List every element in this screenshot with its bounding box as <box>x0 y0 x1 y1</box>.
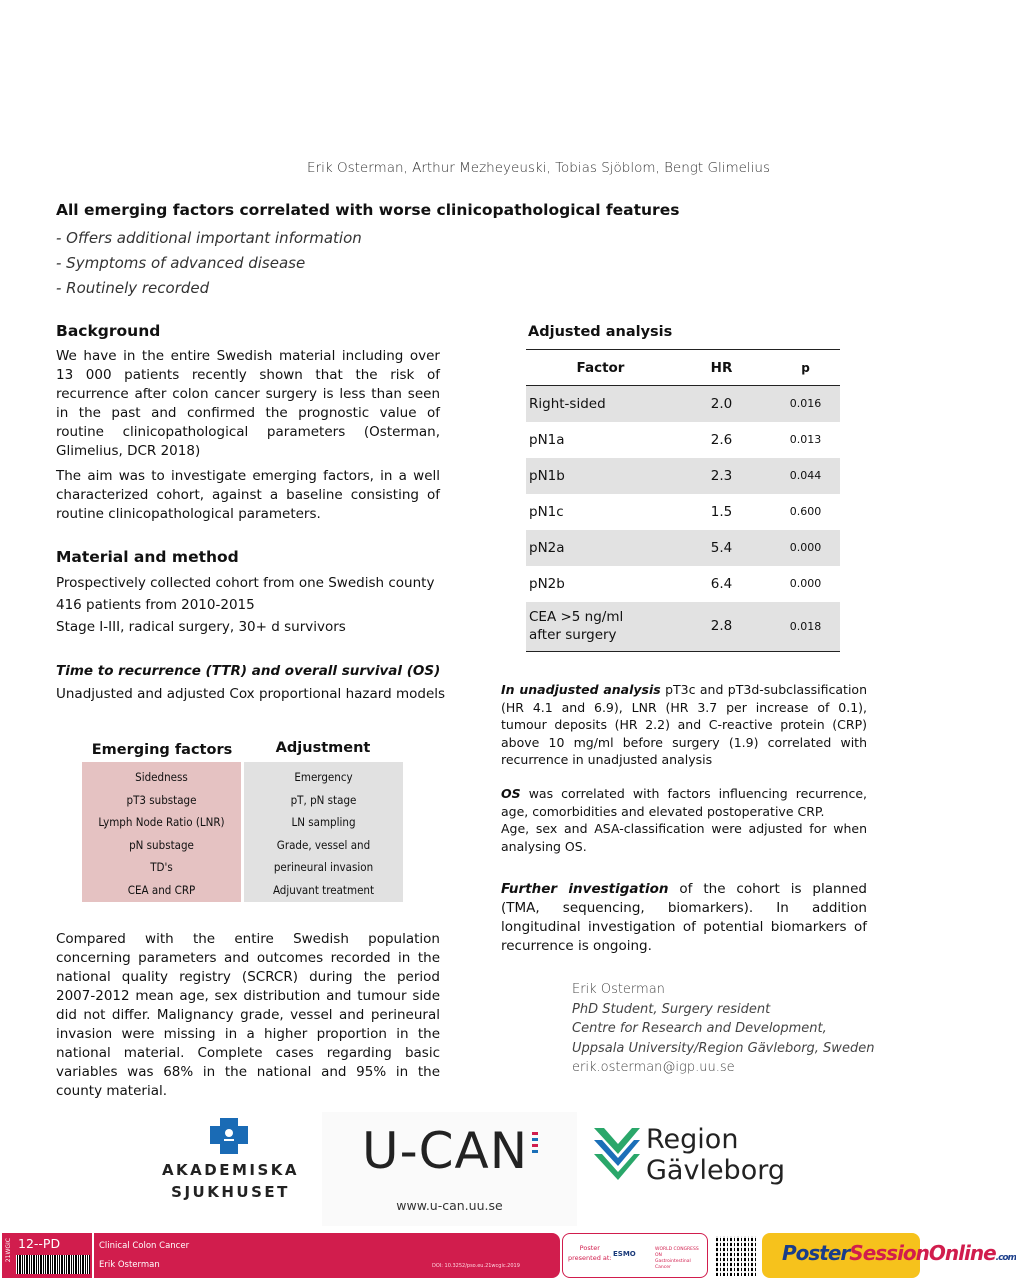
pso-word-3: .com <box>995 1253 1016 1263</box>
adjustment-item: Grade, vessel and <box>276 837 371 852</box>
ttr-os-subhead: Time to recurrence (TTR) and overall survival (OS) <box>56 663 441 679</box>
qr-code-icon[interactable] <box>716 1236 756 1276</box>
footer-vertical-code: 21WGIC <box>5 1238 12 1263</box>
header-hr: HR <box>672 350 771 386</box>
comparison-paragraph: Compared with the entire Swedish population concerning parameters and outcomes recorded in the national quality registry (SCRCR) during the period 2007-2012 mean age, sex distribution and tumour side did not differ. Malignancy grade, vessel and perineural invasion were missing in a higher proportion in the national material. Complete cases regarding basic variables was 68% in the national and 95% in the county material. <box>56 931 440 1099</box>
unadjusted-paragraph <box>501 681 867 769</box>
p-cell: 0.600 <box>789 505 822 518</box>
cox-models-text: Unadjusted and adjusted Cox proportional hazard models <box>56 686 446 702</box>
table-row <box>526 602 840 652</box>
factor-cell: pN2a <box>526 530 672 566</box>
table-row <box>526 458 840 494</box>
further-lead: Further investigation <box>501 881 669 897</box>
emerging-factors-box <box>82 762 241 902</box>
adjusted-analysis-table <box>526 349 840 652</box>
region-text <box>646 1124 785 1186</box>
factor-line: after surgery <box>529 627 617 644</box>
os-lead: OS <box>501 786 521 801</box>
poster-code: 12--PD <box>18 1236 61 1251</box>
region-gavleborg-logo <box>594 1124 794 1188</box>
contact-org-1: Centre for Research and Development, <box>572 1021 827 1036</box>
ucan-logo <box>322 1112 577 1226</box>
factor-cell: pN1c <box>529 503 564 520</box>
os-paragraph <box>501 785 867 820</box>
poster-session-online-logo[interactable] <box>762 1233 1016 1278</box>
p-cell: 0.018 <box>771 602 840 652</box>
adjustment-item: perineural invasion <box>273 860 374 874</box>
footer-doi: DOI: 10.3252/pso.eu.21wcgic.2019 <box>432 1263 520 1269</box>
factor-cell: pN1b <box>526 458 672 494</box>
pso-word-2: SessionOnline <box>849 1241 996 1265</box>
factor-line: CEA >5 ng/ml <box>529 609 624 626</box>
table-row <box>526 386 840 422</box>
table-row <box>526 566 840 602</box>
p-cell: 0.044 <box>771 458 840 494</box>
header-factor: Factor <box>526 350 672 386</box>
bullet-item: - Routinely recorded <box>56 279 210 297</box>
region-line-1: Region <box>646 1124 739 1155</box>
contact-role: PhD Student, Surgery resident <box>572 1001 771 1017</box>
contact-block <box>572 980 874 1078</box>
os-adjusted-paragraph: Age, sex and ASA-classification were adjusted for when analysing OS. <box>501 821 867 854</box>
presented-line-2: presented at: <box>568 1254 612 1262</box>
emerging-factor: TD's <box>150 860 173 874</box>
table-row <box>526 422 840 458</box>
adjustment-item: Emergency <box>294 770 353 784</box>
p-cell: 0.013 <box>789 433 822 446</box>
footer-topic: Clinical Colon Cancer <box>99 1241 190 1251</box>
sjukhuset-text: SJUKHUSET <box>171 1183 290 1201</box>
headline-bullets <box>56 226 362 301</box>
region-line-2: Gävleborg <box>646 1155 785 1186</box>
hr-cell: 6.4 <box>710 575 733 592</box>
emerging-factor: Sidedness <box>135 770 188 784</box>
hr-cell: 2.6 <box>710 431 733 448</box>
table-header-row <box>526 350 840 386</box>
method-line: 416 patients from 2010-2015 <box>56 597 255 613</box>
presented-line-1: Poster <box>579 1244 600 1252</box>
header-p: p <box>771 350 840 386</box>
authors: Erik Osterman, Arthur Mezheyeuski, Tobias Sjöblom, Bengt Glimelius <box>307 160 770 176</box>
factor-cell: pN2b <box>529 575 565 592</box>
region-chevron-icon <box>594 1126 640 1182</box>
hr-cell: 2.0 <box>672 386 771 422</box>
hr-cell: 1.5 <box>710 503 733 520</box>
table-row <box>526 494 840 530</box>
hr-cell: 2.3 <box>672 458 771 494</box>
footer-info-panel <box>94 1233 560 1278</box>
adjustment-item: pT, pN stage <box>290 792 357 807</box>
ucan-stripes-icon <box>532 1132 540 1172</box>
unadjusted-lead: In unadjusted analysis <box>501 682 661 697</box>
method-line: Stage I-III, radical surgery, 30+ d survivors <box>56 619 346 635</box>
presented-at-panel <box>562 1233 708 1278</box>
p-cell: 0.000 <box>789 577 822 590</box>
method-line: Prospectively collected cohort from one Swedish county <box>56 575 435 591</box>
contact-email[interactable]: erik.osterman@igp.uu.se <box>572 1060 735 1075</box>
table-row <box>526 530 840 566</box>
ucan-url[interactable]: www.u-can.uu.se <box>396 1198 503 1213</box>
emerging-factor: pN substage <box>129 837 194 852</box>
hr-cell: 2.8 <box>672 602 771 652</box>
footer-code-panel <box>2 1233 92 1278</box>
unadjusted-text: pT3c and pT3d-subclassification (HR 4.1 and 6.9), LNR (HR 3.7 per increase of 0.1), tumour deposits (HR 2.2) and C-reactive protein (CRP) above 10 mg/ml before surgery (1.9) correlated with recurrence in unadjusted analysis <box>501 682 867 767</box>
esmo-logo: ESMO <box>613 1250 636 1258</box>
headline: All emerging factors correlated with worse clinicopathological features <box>56 201 680 219</box>
method-title: Material and method <box>56 548 239 566</box>
adjusted-analysis-title: Adjusted analysis <box>528 324 673 340</box>
barcode-icon <box>16 1255 90 1274</box>
os-text: was correlated with factors influencing recurrence, age, comorbidities and elevated postoperative CRP. <box>501 786 867 819</box>
factor-cell <box>526 602 672 652</box>
adjustment-box <box>244 762 403 902</box>
pso-word-1: Poster <box>782 1241 850 1265</box>
adjustment-item: LN sampling <box>291 815 356 829</box>
background-paragraph-2: The aim was to investigate emerging factors, in a well characterized cohort, against a baseline consisting of routine clinicopathological parameters. <box>56 468 440 522</box>
bullet-item: - Symptoms of advanced disease <box>56 254 306 272</box>
esmo-line: WORLD CONGRESS ON <box>655 1247 699 1258</box>
emerging-factor: pT3 substage <box>126 792 197 807</box>
contact-name: Erik Osterman <box>572 982 665 997</box>
esmo-congress-text <box>655 1247 707 1271</box>
emerging-factor: Lymph Node Ratio (LNR) <box>98 815 225 829</box>
bullet-item: - Offers additional important information <box>56 229 362 247</box>
ucan-wordmark: U-CAN <box>362 1122 529 1180</box>
contact-org-2: Uppsala University/Region Gävleborg, Sweden <box>572 1040 875 1056</box>
adjustment-item: Adjuvant treatment <box>272 882 375 897</box>
pso-wordmark <box>782 1241 1016 1265</box>
adjustment-title: Adjustment <box>275 740 371 756</box>
p-cell: 0.000 <box>771 530 840 566</box>
factor-cell: Right-sided <box>526 386 672 422</box>
esmo-line: Cancer <box>655 1265 671 1270</box>
hr-cell: 5.4 <box>672 530 771 566</box>
background-title: Background <box>56 322 161 340</box>
emerging-factor: CEA and CRP <box>127 882 196 897</box>
further-text: of the cohort is planned (TMA, sequencing, biomarkers). In addition longitudinal investigation of potential biomarkers of recurrence is ongoing. <box>501 881 867 954</box>
presented-at-label <box>568 1243 612 1263</box>
esmo-line: Gastrointestinal <box>655 1259 691 1264</box>
akademiska-text: AKADEMISKA <box>161 1161 300 1179</box>
further-investigation-paragraph <box>501 880 867 956</box>
p-cell: 0.016 <box>771 386 840 422</box>
medical-cross-icon <box>158 1112 303 1160</box>
emerging-factors-title: Emerging factors <box>91 742 233 758</box>
akademiska-sjukhuset-logo <box>158 1112 303 1204</box>
factor-cell: pN1a <box>529 431 565 448</box>
footer-author: Erik Osterman <box>99 1260 160 1270</box>
background-paragraph-1: We have in the entire Swedish material including over 13 000 patients recently shown that the risk of recurrence after colon cancer surgery is less than seen in the past and confirmed the prognostic value of routine clinicopathological parameters (Osterman, Glimelius, DCR 2018) <box>56 348 440 459</box>
method-lines <box>56 572 434 638</box>
